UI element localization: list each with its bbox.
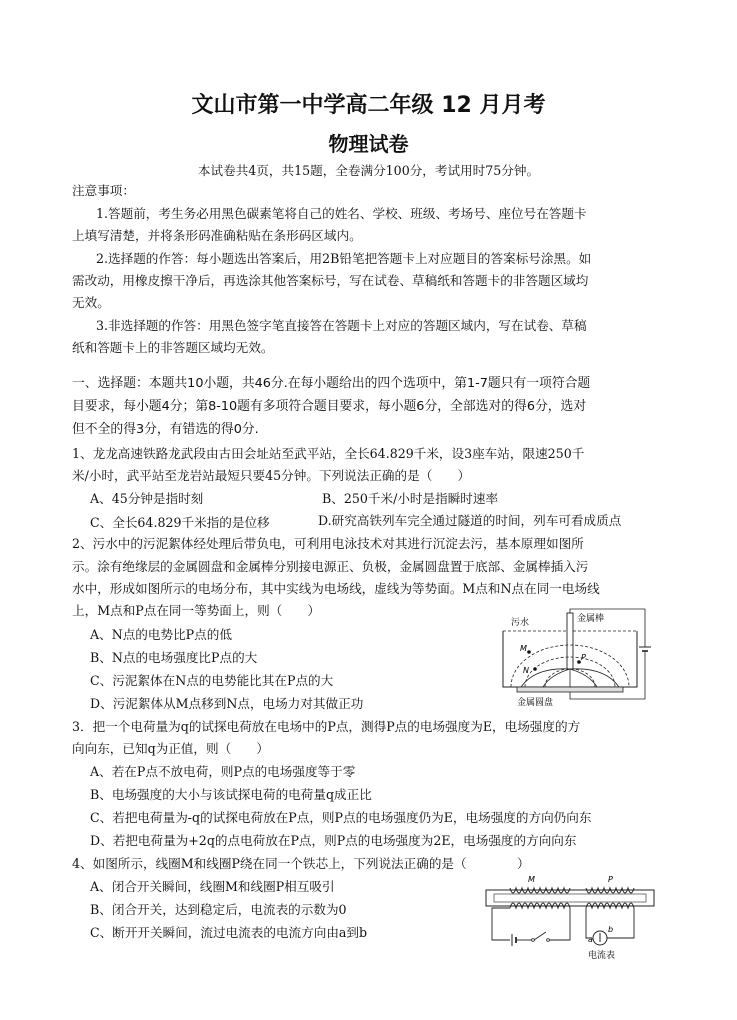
q1-stem-line-2: 米/小时，武平站至龙岩站最短只要45分钟。下列说法正确的是（ ） [72,468,471,483]
q1-option-b: B、250千米/小时是指瞬时速率 [322,491,499,506]
q3-option-d: D、若把电荷量为+2q的点电荷放在P点，则P点的电场强度为2E，电场强度的方向向东 [90,833,577,848]
metal-rod [567,613,573,669]
point-N [533,667,537,671]
q2-stem-line-4: 上，M点和P点在同一等势面上，则（ ） [72,603,321,618]
label-P: P [581,653,586,662]
iron-core-inner [494,894,646,902]
note-2-line-2: 需改动，用橡皮擦干净后，再选涂其他答案标号，写在试卷、草稿纸和答题卡的非答题区域均 [72,273,589,288]
q2-option-c: C、污泥絮体在N点的电势能比其在P点的大 [90,673,334,688]
metal-disk [517,687,623,692]
coil-P [586,888,634,908]
label-coil-P: P [608,875,613,884]
label-N: N [523,666,529,675]
q2-option-b: B、N点的电场强度比P点的大 [90,650,258,665]
section-1-line-2: 目要求，每小题4分；第8-10题有多项符合题目要求，每小题6分，全部选对的得6分，选对 [72,399,587,414]
section-1-line-3: 但不全的得3分，有错选的得0分. [72,422,259,437]
note-2-line-1: 2.选择题的作答：每小题选出答案后，用2B铅笔把答题卡上对应题目的答案标号涂黑。如 [96,251,592,266]
label-b: b [608,925,614,934]
q4-stem-line-1: 4、如图所示，线圈M和线圈P绕在同一个铁芯上，下列说法正确的是（ ） [72,856,530,871]
section-1-line-1: 一、选择题：本题共10小题，共46分.在每小题给出的四个选项中，第1-7题只有一项符合题 [72,376,591,391]
label-meter: 电流表 [588,951,616,961]
label-coil-M: M [528,875,535,884]
label-disk: 金属圆盘 [517,698,554,707]
q1-stem-line-1: 1、龙龙高速铁路龙武段由古田会址站至武平站，全长64.829千米，设3座车站，限速250千 [72,446,585,461]
exam-subtitle: 物理试卷 [328,132,409,156]
label-water: 污水 [511,618,530,628]
circuit-M-wire [549,908,570,940]
note-1-line-1: 1.答题前，考生务必用黑色碳素笔将自己的姓名、学校、班级、考场号、座位号在答题卡 [96,206,587,221]
switch-contact [532,939,535,942]
q3-stem-line-1: 3．把一个电荷量为q的试探电荷放在电场中的P点，测得P点的电场强度为E，电场强度的方 [72,719,581,734]
circuit-M-wire [492,908,510,940]
q2-option-a: A、N点的电势比P点的低 [90,627,232,642]
q4-option-b: B、闭合开关，达到稳定后，电流表的示数为0 [90,902,347,917]
q4-option-c: C、断开开关瞬间，流过电流表的电流方向由a到b [90,925,368,940]
iron-core [486,890,654,906]
notes-heading: 注意事项： [72,183,135,198]
q4-option-a: A、闭合开关瞬间，线圈M和线圈P相互吸引 [90,879,335,894]
q2-stem-line-3: 水中，形成如图所示的电场分布，其中实线为电场线，虚线为等势面。M点和N点在同一电场线 [72,581,600,596]
label-M: M [520,644,527,653]
label-a: a [588,935,593,944]
q4-coil-figure [482,870,658,962]
note-2-line-3: 无效。 [72,295,110,310]
note-3-line-2: 纸和答题卡上的非答题区域均无效。 [72,340,274,355]
q3-option-b: B、电场强度的大小与该试探电荷的电荷量q成正比 [90,787,372,802]
exam-title: 文山市第一中学高二年级 12 月月考 [191,93,546,118]
label-rod: 金属棒 [577,614,605,624]
switch-blade [534,932,546,940]
q2-stem-line-1: 2、污水中的污泥絮体经处理后带负电，可利用电泳技术对其进行沉淀去污，基本原理如图所 [72,536,584,551]
q2-electrophoresis-figure [495,607,660,707]
note-3-line-1: 3.非选择题的作答：用黑色签字笔直接答在答题卡上对应的答题区域内，写在试卷、草稿 [96,318,587,333]
q1-option-a: A、45分钟是指时刻 [90,491,204,506]
coil-M [510,888,570,908]
point-M [527,650,531,654]
q1-option-d: D.研究高铁列车完全通过隧道的时间，列车可看成质点 [318,513,622,528]
note-1-line-2: 上填写清楚，并将条形码准确粘贴在条形码区域内。 [72,228,362,243]
switch-contact [547,939,550,942]
q3-option-c: C、若把电荷量为-q的试探电荷放在P点，则P点的电场强度仍为E，电场强度的方向仍向东 [90,810,592,825]
q2-stem-line-2: 示。涂有绝缘层的金属圆盘和金属棒分别接电源正、负极，金属圆盘置于底部、金属棒插入污 [72,559,589,574]
exam-summary: 本试卷共4页，共15题，全卷满分100分，考试用时75分钟。 [197,163,540,178]
q3-option-a: A、若在P点不放电荷，则P点的电场强度等于零 [90,764,356,779]
q2-option-d: D、污泥絮体从M点移到N点，电场力对其做正功 [90,696,364,711]
q1-option-c: C、全长64.829千米指的是位移 [90,515,270,530]
q3-stem-line-2: 向向东，已知q为正值，则（ ） [72,741,269,756]
circuit-P-wire [586,908,592,938]
